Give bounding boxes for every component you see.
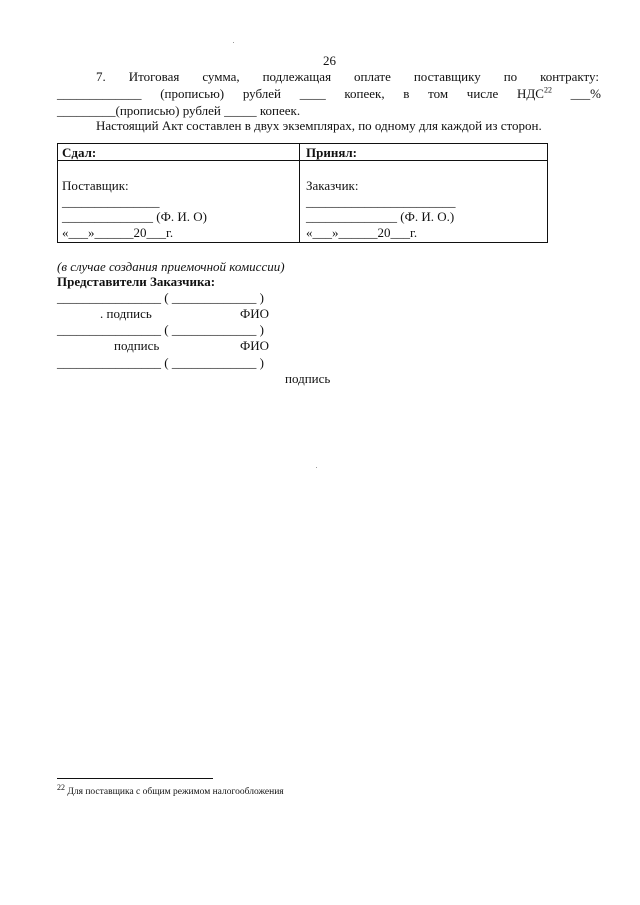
rep-signature-line: ________________ ( _____________ ): [57, 322, 264, 337]
item7-word: в: [403, 86, 410, 101]
item7-word: по: [503, 69, 518, 84]
rep-sign-caption: подпись: [114, 338, 160, 353]
item7-line3: _________(прописью) рублей _____ копеек.: [57, 103, 301, 118]
amount-blank: _____________: [57, 86, 142, 101]
vat-text: НДС: [517, 86, 544, 101]
item7-number: 7.: [96, 69, 106, 84]
vat-percent-blank: ___%: [570, 86, 601, 101]
signature-table: [57, 143, 548, 243]
supplier-date-line: «___»______20___г.: [62, 225, 174, 240]
table-header-rule: [58, 160, 547, 161]
item7-word: копеек,: [344, 86, 385, 101]
rep-sign-caption: подпись: [285, 371, 331, 386]
footnote-text: Для поставщика с общим режимом налогообложения: [67, 787, 284, 797]
item7-word: Итоговая: [128, 69, 180, 84]
supplier-label: Поставщик:: [62, 178, 129, 193]
footnote-ref: 22: [543, 85, 552, 95]
accepted-header: Принял:: [306, 145, 357, 160]
handed-over-header: Сдал:: [62, 145, 97, 160]
act-copies-note: Настоящий Акт составлен в двух экземплярах, по одному для каждой из сторон.: [96, 118, 542, 133]
rep-signature-line: ________________ ( _____________ ): [57, 355, 264, 370]
commission-note: (в случае создания приемочной комиссии): [57, 259, 285, 274]
item7-word: числе: [466, 86, 499, 101]
customer-date-line: «___»______20___г.: [306, 225, 418, 240]
rep-sign-caption: . подпись: [100, 306, 152, 321]
vat-label: [517, 86, 552, 102]
item7-word: сумма,: [202, 69, 240, 84]
customer-sign-line: _______________________: [306, 194, 456, 209]
item7-word: том: [428, 86, 449, 101]
scan-speck: [316, 467, 317, 468]
footnote: [57, 782, 284, 797]
item7-word: подлежащая: [262, 69, 332, 84]
item7-line2: [57, 86, 601, 102]
item7-line1: [96, 69, 599, 85]
item7-word: контракту:: [540, 69, 599, 84]
footnote-rule: [57, 778, 213, 779]
scan-speck: [233, 42, 234, 43]
kopeck-blank: ____: [299, 86, 326, 101]
supplier-sign-line: _______________: [62, 194, 160, 209]
item7-word: рублей: [242, 86, 281, 101]
footnote-number: 22: [57, 782, 65, 792]
table-divider: [299, 144, 300, 242]
customer-label: Заказчик:: [306, 178, 359, 193]
rep-fio-caption: ФИО: [240, 306, 270, 321]
supplier-fio-line: ______________ (Ф. И. О): [62, 209, 207, 224]
item7-word: поставщику: [413, 69, 481, 84]
item7-word: оплате: [354, 69, 391, 84]
customer-fio-line: ______________ (Ф. И. О.): [306, 209, 455, 224]
representatives-title: Представители Заказчика:: [57, 274, 216, 289]
item7-word: (прописью): [160, 86, 225, 101]
page-number: 26: [323, 53, 336, 68]
rep-signature-line: ________________ ( _____________ ): [57, 290, 264, 305]
rep-fio-caption: ФИО: [240, 338, 270, 353]
